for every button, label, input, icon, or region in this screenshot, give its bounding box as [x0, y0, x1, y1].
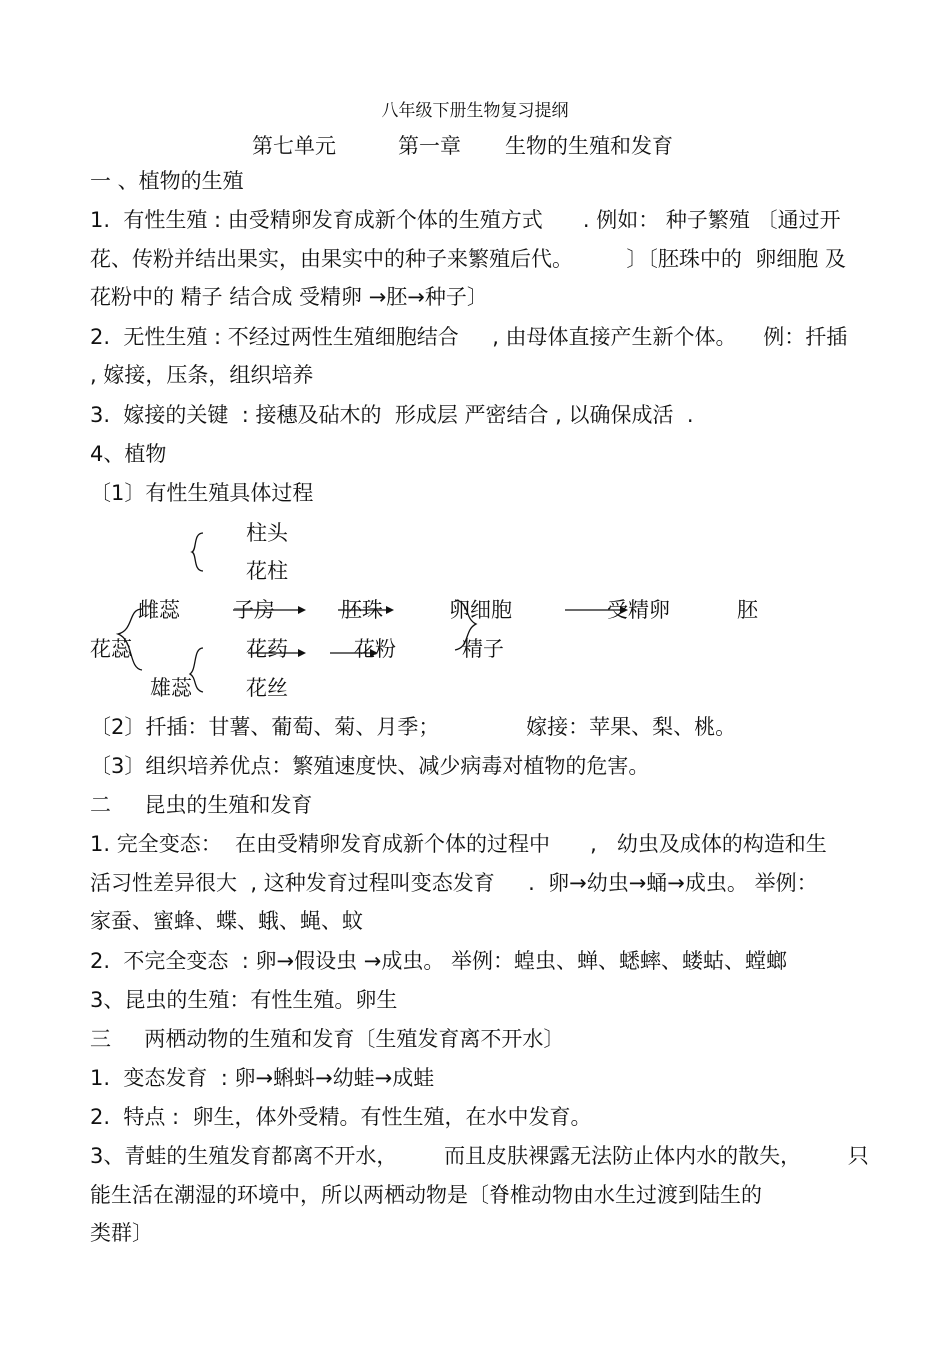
label-style: 花柱	[246, 559, 288, 583]
section-heading: 二 昆虫的生殖和发育	[90, 793, 313, 817]
label-stamen: 雄蕊	[150, 676, 192, 700]
section-heading: 一 、植物的生殖	[90, 169, 244, 193]
unit-label: 第七单元	[252, 134, 336, 158]
label-pistil-stamen: 花蕊	[90, 637, 132, 661]
text-line: 1. 变态发育 : 卵→蝌蚪→幼蛙→成蛙	[90, 1066, 435, 1090]
label-anther: 花药	[246, 637, 288, 661]
text-line: 3、青蛙的生殖发育都离不开水， 而且皮肤裸露无法防止体内水的散失， 只	[90, 1144, 869, 1168]
text-line: 2. 不完全变态 : 卵→假设虫 →成虫。 举例：蝗虫、蝉、蟋蟀、蝼蛄、螳螂	[90, 949, 788, 973]
text-line: 3、昆虫的生殖：有性生殖。卵生	[90, 988, 398, 1012]
text-line: 花、传粉并结出果实，由果实中的种子来繁殖后代。 〕〔胚珠中的 卵细胞 及	[90, 247, 846, 271]
text-line: 〔1〕有性生殖具体过程	[90, 481, 314, 505]
text-line: 1. 完全变态： 在由受精卵发育成新个体的过程中 , 幼虫及成体的构造和生	[90, 832, 827, 856]
text-line: 2. 特点 : 卵生，体外受精。有性生殖，在水中发育。	[90, 1105, 592, 1129]
label-ovule: 胚珠	[341, 598, 383, 622]
label-zygote: 受精卵	[607, 598, 670, 622]
label-filament: 花丝	[246, 676, 288, 700]
chapter-label: 第一章	[398, 134, 461, 158]
label-pollen: 花粉	[354, 637, 396, 661]
doc-title: 八年级下册生物复习提纲	[381, 101, 569, 121]
text-line: 家蚕、蜜蜂、蝶、蛾、蝇、蚊	[90, 909, 363, 933]
text-line: 〔3〕组织培养优点：繁殖速度快、减少病毒对植物的危害。	[90, 754, 650, 778]
text-line: 4、植物	[90, 442, 167, 466]
text-line: 3. 嫁接的关键 : 接穗及砧木的 形成层 严密结合 , 以确保成活 .	[90, 403, 694, 427]
label-sperm: 精子	[462, 637, 504, 661]
text-line: 类群〕	[90, 1221, 153, 1245]
text-line: 1. 有性生殖 : 由受精卵发育成新个体的生殖方式 . 例如： 种子繁殖 〔通过开	[90, 208, 841, 232]
section-heading: 三 两栖动物的生殖和发育〔生殖发育离不开水〕	[90, 1027, 565, 1051]
label-stigma: 柱头	[246, 521, 288, 545]
brace-top	[192, 533, 203, 571]
label-egg-cell: 卵细胞	[449, 598, 512, 622]
text-line: 活习性差异很大 , 这种发育过程叫变态发育 . 卵→幼虫→蛹→成虫。 举例：	[90, 871, 818, 895]
text-line: 花粉中的 精子 结合成 受精卵 →胚→种子〕	[90, 285, 488, 309]
label-ovary: 子房	[233, 598, 275, 622]
text-line: 〔2〕扦插：甘薯、葡萄、菊、月季； 嫁接：苹果、梨、桃。	[90, 715, 737, 739]
chapter-topic: 生物的生殖和发育	[505, 134, 673, 158]
label-pistil: 雌蕊	[138, 598, 180, 622]
text-line: 能生活在潮湿的环境中，所以两栖动物是〔脊椎动物由水生过渡到陆生的	[90, 1183, 762, 1207]
label-embryo: 胚	[737, 598, 758, 622]
text-line: 2. 无性生殖 : 不经过两性生殖细胞结合 , 由母体直接产生新个体。 例：扦插	[90, 325, 848, 349]
text-line: , 嫁接，压条，组织培养	[90, 363, 314, 387]
